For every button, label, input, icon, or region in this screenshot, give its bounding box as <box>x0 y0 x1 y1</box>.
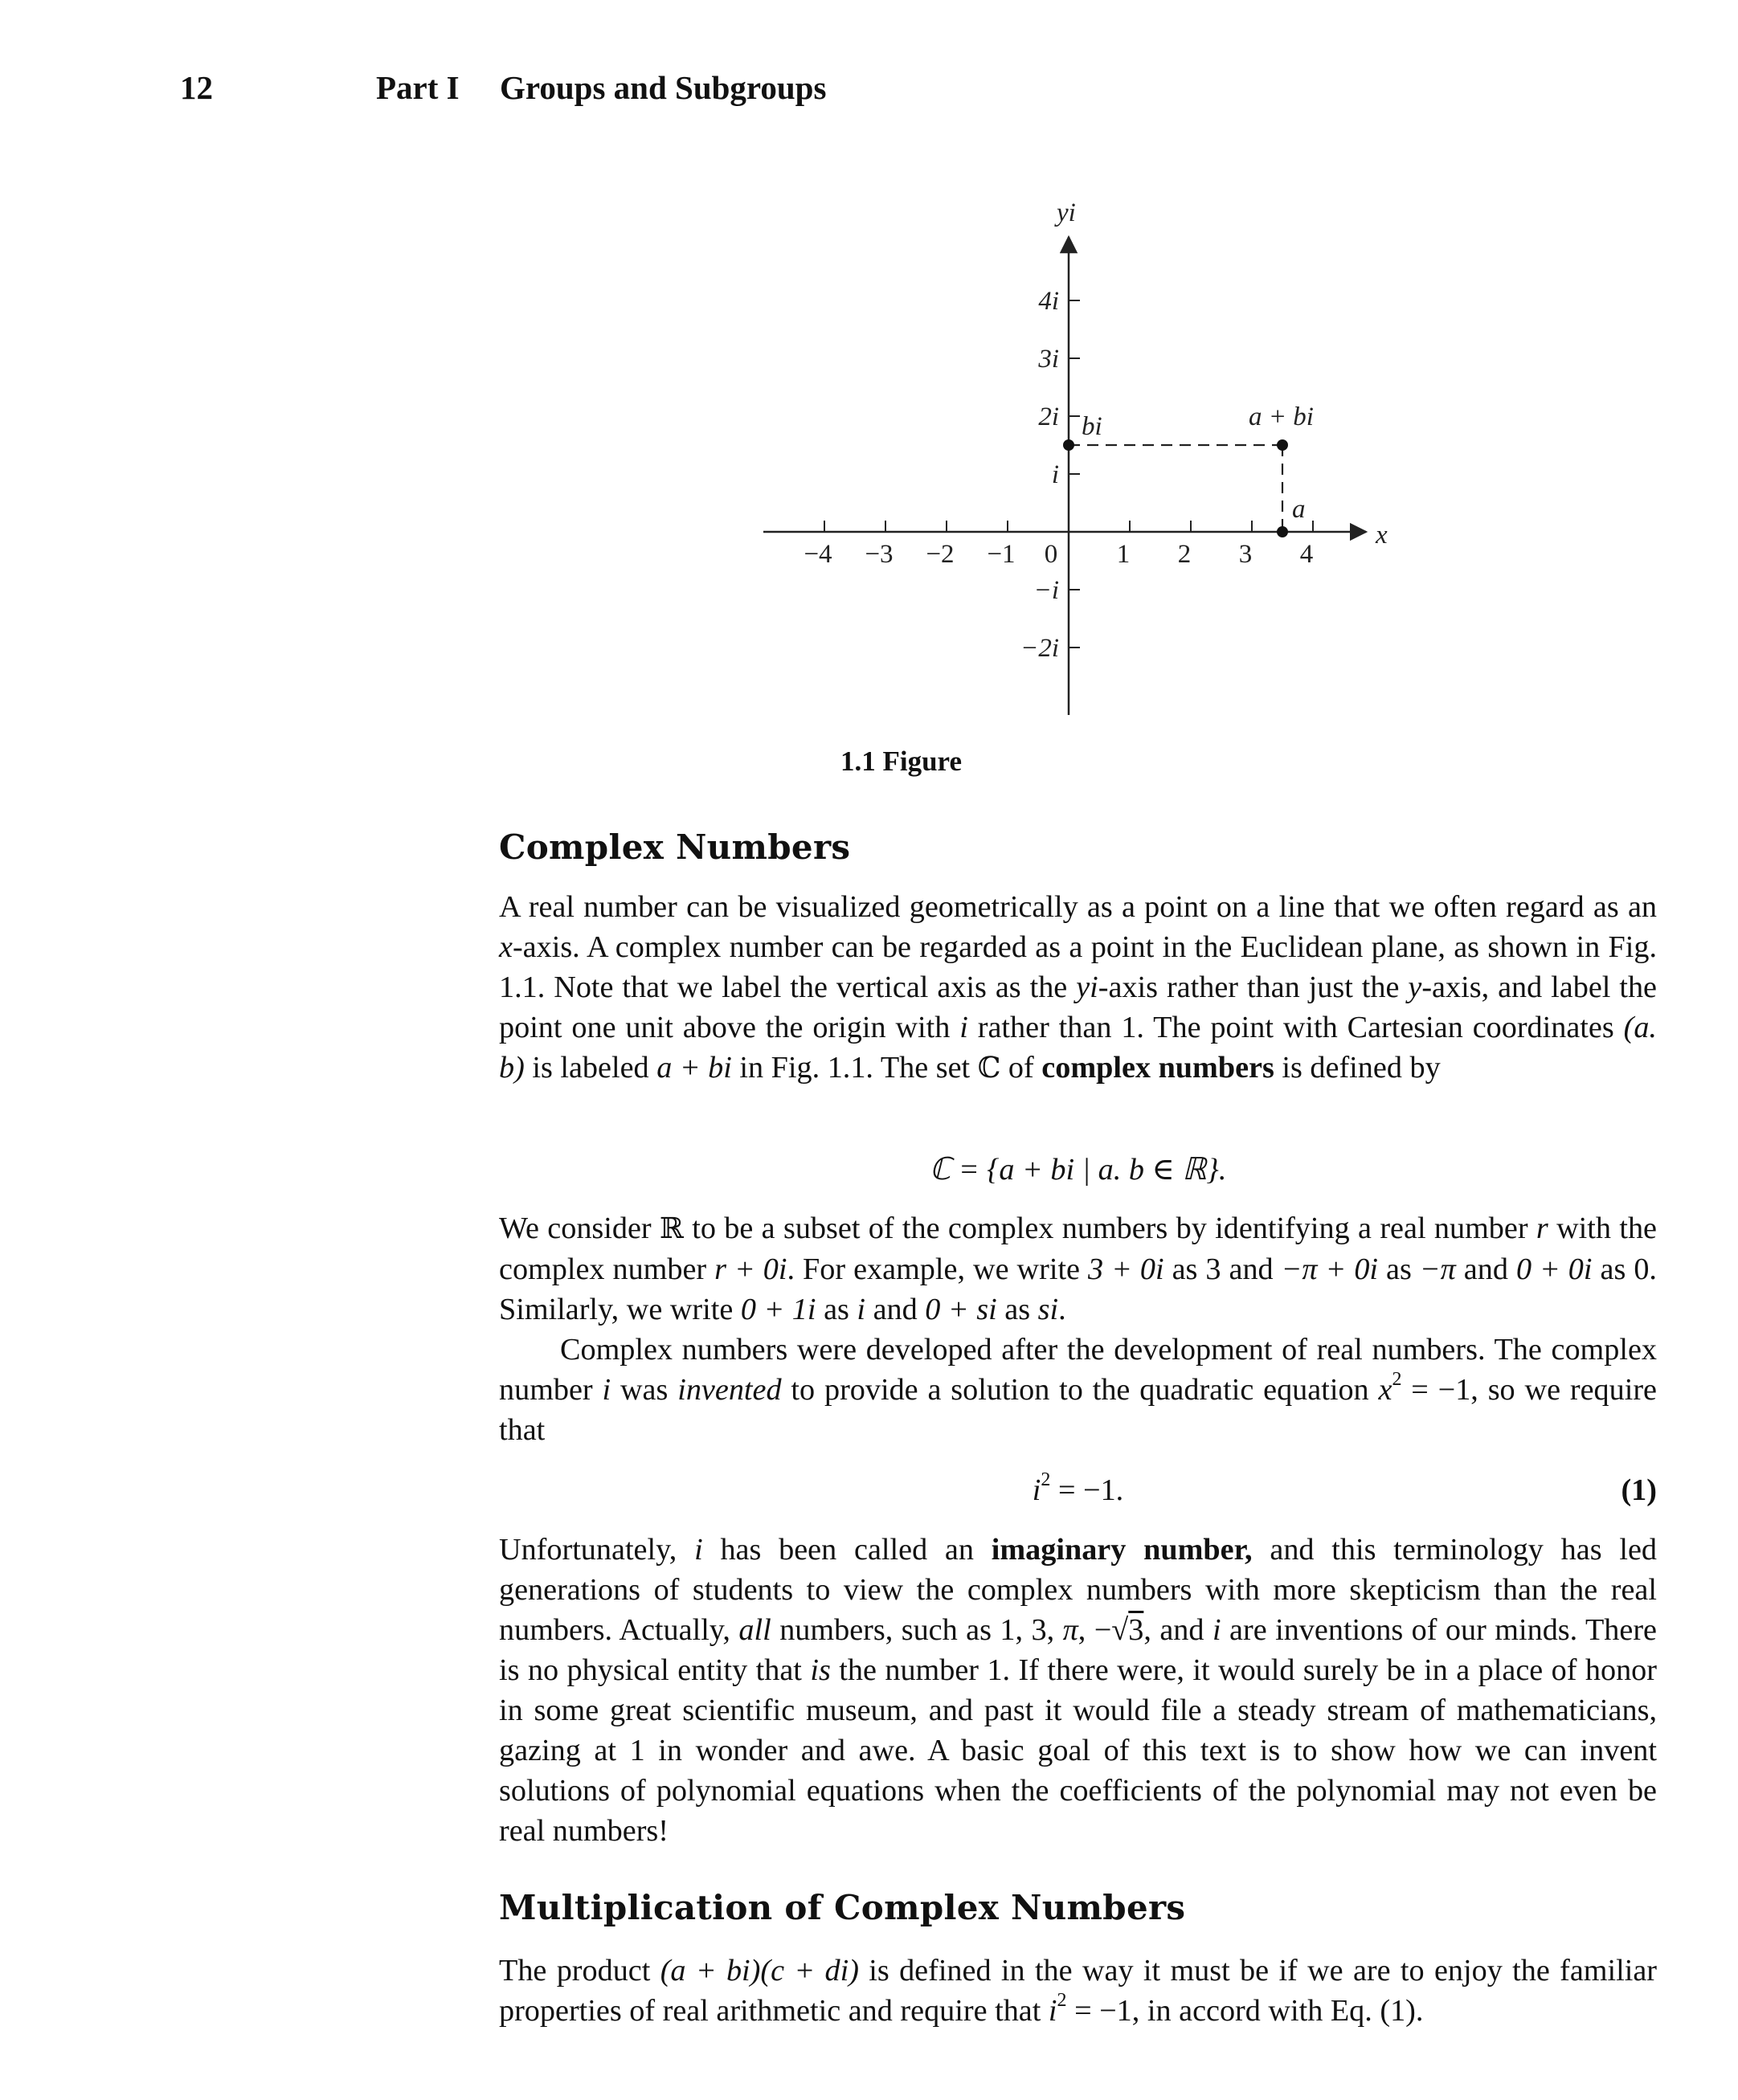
x-tick-label: 3 <box>1238 540 1253 569</box>
paragraph-1: A real number can be visualized geometrically as a point on a line that we often regard as an x-axis. A complex number can be regarded as a point in the Euclidean plane, as shown in Fig. 1.1. Note that we label the vertical axis as the yi-axis rather than just the y-axis, and label the point one unit above the origin with i rather than 1. The point with Cartesian coordinates (a. b) is labeled a + bi in Fig. 1.1. The set ℂ of complex numbers is defined by <box>499 890 1657 1085</box>
x-tick-label: −3 <box>865 540 894 569</box>
label-a-plus-bi: a + bi <box>1249 402 1314 431</box>
page-number: 12 <box>180 69 213 106</box>
paragraph-3: Complex numbers were developed after the development of real numbers. The complex number i was invented to provide a solution to the quadratic equation $x^2 = -1$, so we require that <box>499 1333 1657 1447</box>
complex-plane-figure <box>0 0 1738 771</box>
point-bi <box>1063 439 1074 451</box>
point-a <box>1277 526 1288 537</box>
x-axis-label: x <box>1376 521 1388 550</box>
equation-1 <box>499 1470 1657 1510</box>
paragraph-1-block <box>499 887 1657 1089</box>
part-title: Groups and Subgroups <box>500 69 827 106</box>
y-tick-label: 3i <box>1038 345 1059 374</box>
equation-number: (1) <box>1621 1473 1657 1507</box>
figure-caption-text: 1.1 Figure <box>840 746 962 777</box>
paragraph-5-block <box>499 1951 1657 2031</box>
x-tick-label: 0 <box>1044 540 1058 569</box>
y-tick-label: 4i <box>1038 287 1059 316</box>
section-heading-2: Multiplication of Complex Numbers <box>499 1888 1186 1927</box>
paragraph-2: We consider ℝ to be a subset of the complex numbers by identifying a real number r with the complex number r + 0i. For example, we write 3 + 0i as 3 and −π + 0i as −π and 0 + 0i as 0. Similarly, we write 0 + 1i as i and 0 + si as si. <box>499 1211 1657 1326</box>
y-tick-label: −2i <box>1020 634 1059 663</box>
y-tick-label: 2i <box>1038 402 1059 431</box>
equation-1-body: $i^2 = -1$. <box>1032 1469 1124 1507</box>
x-tick-label: 4 <box>1299 540 1314 569</box>
x-tick-label: −4 <box>804 540 832 569</box>
y-axis-label: yi <box>1057 198 1076 227</box>
x-tick-group <box>804 521 1313 569</box>
equation-complex-set <box>499 1150 1657 1190</box>
y-tick-group <box>1020 287 1080 663</box>
equation-complex-set-text: ℂ = {a + bi | a. b ∈ ℝ}. <box>929 1153 1227 1187</box>
x-tick-label: 2 <box>1177 540 1192 569</box>
point-a-plus-bi <box>1277 439 1288 451</box>
y-tick-label: −i <box>1033 576 1059 605</box>
label-a: a <box>1292 495 1306 524</box>
figure-caption <box>0 746 1738 778</box>
section-multiplication <box>499 1888 1657 1927</box>
paragraph-4-block <box>499 1530 1657 1851</box>
paragraph-2-block <box>499 1208 1657 1450</box>
x-tick-label: −2 <box>926 540 955 569</box>
x-tick-label: −1 <box>987 540 1016 569</box>
x-tick-label: 1 <box>1116 540 1131 569</box>
y-tick-label: i <box>1051 460 1059 489</box>
section-complex-numbers <box>499 827 1657 867</box>
label-bi: bi <box>1082 412 1102 441</box>
part-label: Part I <box>376 69 460 106</box>
section-heading: Complex Numbers <box>499 827 851 867</box>
paragraph-4: Unfortunately, i has been called an imaginary number, and this terminology has led generations of students to view the complex numbers with more skepticism than the real numbers. Actually, all numbers, such as 1, 3, π, −√3, and i are inventions of our minds. There is no physical entity that is the number 1. If there were, it would surely be in a place of honor in some great scientific museum, and past it would file a steady stream of mathematicians, gazing at 1 in wonder and awe. A basic goal of this text is to show how we can invent solutions of polynomial equations when the coefficients of the polynomial may not even be real numbers! <box>499 1533 1657 1848</box>
paragraph-5: The product (a + bi)(c + di) is defined in the way it must be if we are to enjoy the familiar properties of real arithmetic and require that $i^2 = -1$, in accord with Eq. (1). <box>499 1954 1657 2028</box>
